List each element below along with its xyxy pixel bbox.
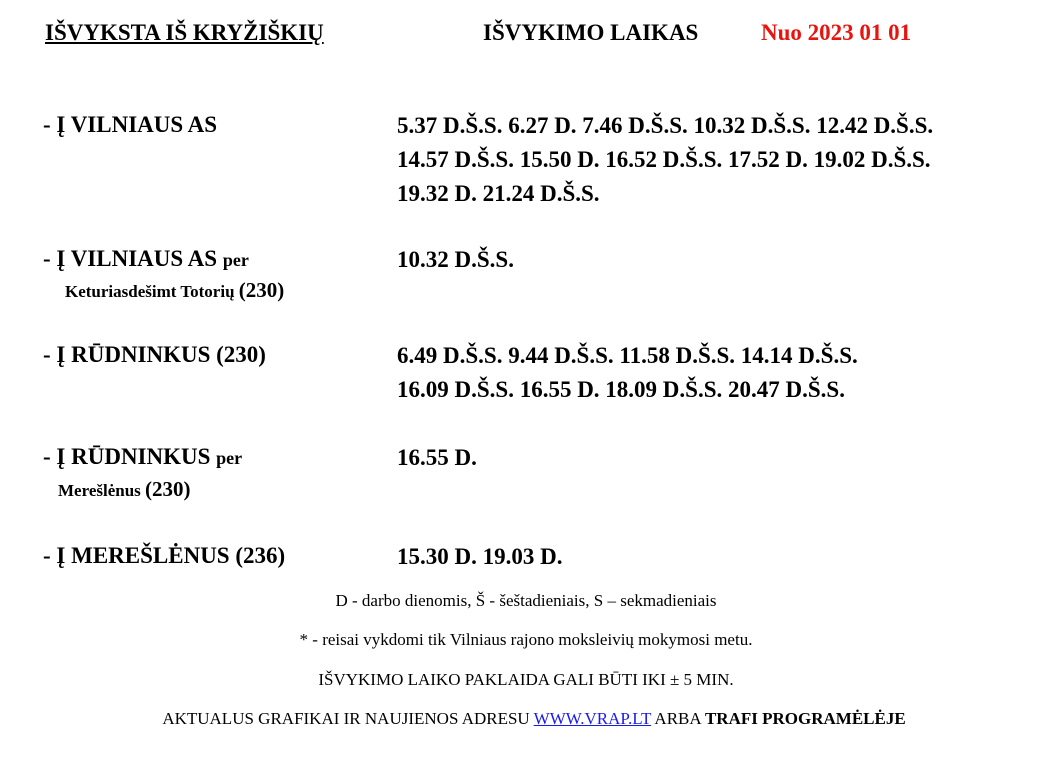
trafi-app-label: TRAFI PROGRAMĖLĖJE	[704, 709, 906, 728]
times-line: 15.30 D. 19.03 D.	[397, 544, 563, 569]
route-times-vilnius	[397, 109, 933, 211]
route-name-text: - Į RŪDNINKUS	[43, 444, 211, 469]
info-mid: ARBA	[651, 709, 705, 728]
info-prefix: AKTUALUS GRAFIKAI IR NAUJIENOS ADRESU	[162, 709, 534, 728]
via-place: Merešlėnus	[58, 481, 141, 500]
asterisk-note: * - reisai vykdomi tik Vilniaus rajono moksleivių mokymosi metu.	[299, 630, 753, 649]
times-line: 10.32 D.Š.S.	[397, 247, 514, 272]
route-times-rudninkai	[397, 339, 858, 407]
departs-from-heading: IŠVYKSTA IŠ KRYŽIŠKIŲ	[45, 20, 324, 45]
departure-time-heading: IŠVYKIMO LAIKAS	[483, 20, 699, 45]
times-line: 14.57 D.Š.S. 15.50 D. 16.52 D.Š.S. 17.52 D. 19.02 D.Š.S.	[397, 147, 931, 172]
via-route-number: (230)	[238, 278, 285, 302]
times-line: 6.49 D.Š.S. 9.44 D.Š.S. 11.58 D.Š.S. 14.14 D.Š.S.	[397, 343, 858, 368]
times-line: 5.37 D.Š.S. 6.27 D. 7.46 D.Š.S. 10.32 D.Š.S. 12.42 D.Š.S.	[397, 113, 934, 138]
route-name-vilnius-via	[43, 246, 249, 272]
route-times-mereslenai	[397, 540, 562, 574]
route-via-mereslenai	[58, 477, 191, 502]
info-note	[8, 709, 1052, 729]
times-line: 16.09 D.Š.S. 16.55 D. 18.09 D.Š.S. 20.47 D.Š.S.	[397, 377, 845, 402]
vrap-website-link[interactable]: WWW.VRAP.LT	[533, 709, 652, 728]
times-line: 16.55 D.	[397, 445, 477, 470]
route-times-rudninkai-via	[397, 441, 477, 475]
tolerance-note: IŠVYKIMO LAIKO PAKLAIDA GALI BŪTI IKI ± 5 MIN.	[318, 670, 734, 689]
route-name-rudninkai: - Į RŪDNINKUS (230)	[43, 342, 266, 367]
times-line: 19.32 D. 21.24 D.Š.S.	[397, 181, 600, 206]
route-name-vilnius: - Į VILNIAUS AS	[43, 112, 218, 137]
via-word: per	[216, 448, 243, 468]
route-name-mereslenai: - Į MEREŠLĖNUS (236)	[43, 543, 286, 568]
valid-from-date: Nuo 2023 01 01	[761, 20, 912, 45]
legend-note: D - darbo dienomis, Š - šeštadieniais, S – sekmadieniais	[335, 591, 717, 610]
via-place: Keturiasdešimt Totorių	[65, 282, 235, 301]
route-times-vilnius-via	[397, 243, 514, 277]
route-via-totoriai	[65, 278, 284, 303]
via-word: per	[222, 250, 249, 270]
route-name-rudninkai-via	[43, 444, 242, 470]
via-route-number: (230)	[145, 477, 191, 501]
route-name-text: - Į VILNIAUS AS	[43, 246, 218, 271]
